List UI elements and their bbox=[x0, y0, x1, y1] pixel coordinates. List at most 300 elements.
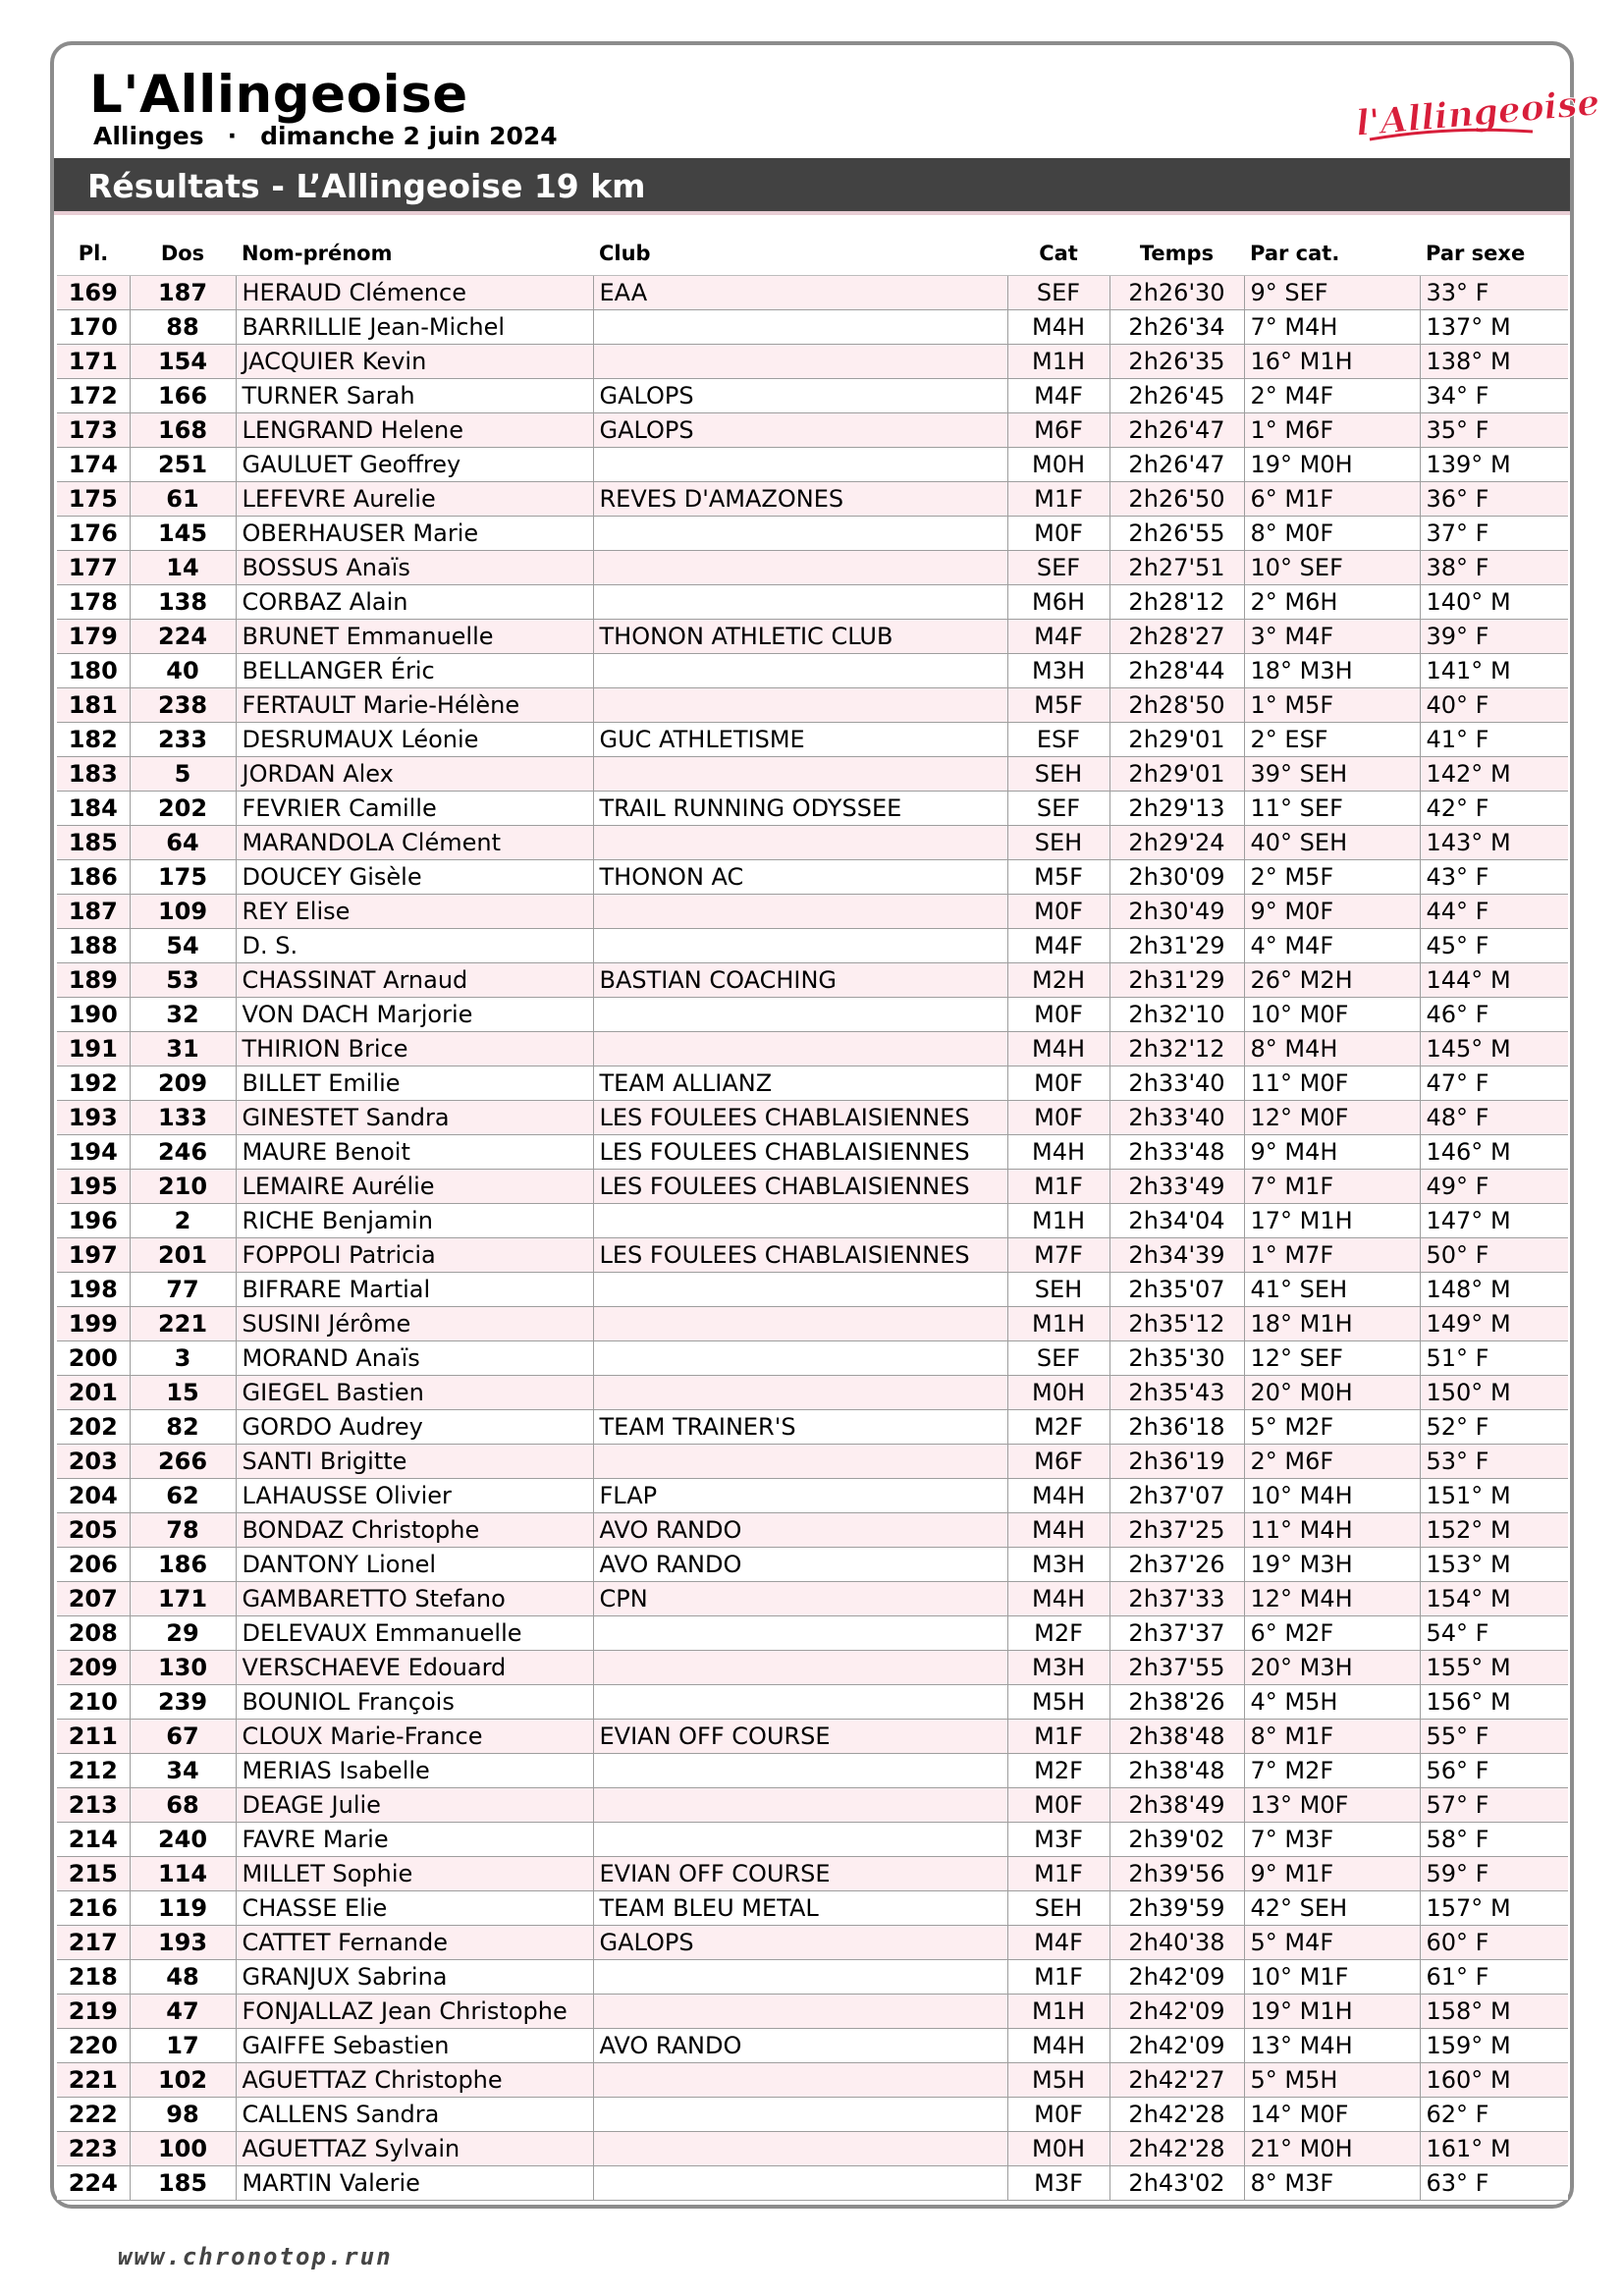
club-cell: TRAIL RUNNING ODYSSEE bbox=[593, 792, 1007, 826]
results-table bbox=[57, 232, 1568, 2201]
table-row bbox=[57, 1204, 1568, 1238]
time-cell: 2h32'12 bbox=[1109, 1032, 1244, 1066]
col-header-rank-category: Par cat. bbox=[1244, 232, 1420, 276]
category-cell: M2H bbox=[1007, 963, 1109, 998]
name-cell: CALLENS Sandra bbox=[236, 2098, 593, 2132]
subtitle-separator: · bbox=[227, 122, 238, 150]
table-row bbox=[57, 1720, 1568, 1754]
place-cell: 195 bbox=[57, 1170, 130, 1204]
category-cell: M6F bbox=[1007, 413, 1109, 448]
bib-cell: 133 bbox=[130, 1101, 236, 1135]
table-row bbox=[57, 1857, 1568, 1891]
name-cell: D. S. bbox=[236, 929, 593, 963]
time-cell: 2h28'12 bbox=[1109, 585, 1244, 620]
table-row bbox=[57, 345, 1568, 379]
rank-sex-cell: 157° M bbox=[1420, 1891, 1568, 1926]
rank-category-cell: 1° M6F bbox=[1244, 413, 1420, 448]
place-cell: 180 bbox=[57, 654, 130, 688]
name-cell: HERAUD Clémence bbox=[236, 276, 593, 310]
bib-cell: 2 bbox=[130, 1204, 236, 1238]
rank-sex-cell: 46° F bbox=[1420, 998, 1568, 1032]
rank-sex-cell: 148° M bbox=[1420, 1273, 1568, 1307]
place-cell: 188 bbox=[57, 929, 130, 963]
rank-sex-cell: 38° F bbox=[1420, 551, 1568, 585]
name-cell: GIEGEL Bastien bbox=[236, 1376, 593, 1410]
section-banner bbox=[54, 158, 1570, 215]
category-cell: ESF bbox=[1007, 723, 1109, 757]
bib-cell: 109 bbox=[130, 895, 236, 929]
name-cell: CHASSE Elie bbox=[236, 1891, 593, 1926]
club-cell: REVES D'AMAZONES bbox=[593, 482, 1007, 517]
rank-sex-cell: 33° F bbox=[1420, 276, 1568, 310]
table-row bbox=[57, 2063, 1568, 2098]
event-location: Allinges bbox=[93, 122, 204, 150]
club-cell bbox=[593, 1273, 1007, 1307]
name-cell: DANTONY Lionel bbox=[236, 1548, 593, 1582]
place-cell: 172 bbox=[57, 379, 130, 413]
club-cell bbox=[593, 2166, 1007, 2201]
club-cell: BASTIAN COACHING bbox=[593, 963, 1007, 998]
bib-cell: 100 bbox=[130, 2132, 236, 2166]
time-cell: 2h40'38 bbox=[1109, 1926, 1244, 1960]
rank-category-cell: 10° M1F bbox=[1244, 1960, 1420, 1995]
col-header-name: Nom-prénom bbox=[236, 232, 593, 276]
bib-cell: 185 bbox=[130, 2166, 236, 2201]
place-cell: 178 bbox=[57, 585, 130, 620]
bib-cell: 175 bbox=[130, 860, 236, 895]
rank-sex-cell: 55° F bbox=[1420, 1720, 1568, 1754]
table-row bbox=[57, 757, 1568, 792]
time-cell: 2h28'44 bbox=[1109, 654, 1244, 688]
category-cell: M0F bbox=[1007, 998, 1109, 1032]
rank-category-cell: 12° SEF bbox=[1244, 1341, 1420, 1376]
category-cell: M5H bbox=[1007, 2063, 1109, 2098]
rank-sex-cell: 142° M bbox=[1420, 757, 1568, 792]
club-cell bbox=[593, 1788, 1007, 1823]
rank-category-cell: 2° M4F bbox=[1244, 379, 1420, 413]
rank-category-cell: 16° M1H bbox=[1244, 345, 1420, 379]
bib-cell: 201 bbox=[130, 1238, 236, 1273]
time-cell: 2h32'10 bbox=[1109, 998, 1244, 1032]
time-cell: 2h33'49 bbox=[1109, 1170, 1244, 1204]
rank-sex-cell: 50° F bbox=[1420, 1238, 1568, 1273]
time-cell: 2h42'28 bbox=[1109, 2132, 1244, 2166]
time-cell: 2h28'27 bbox=[1109, 620, 1244, 654]
bib-cell: 238 bbox=[130, 688, 236, 723]
name-cell: GAMBARETTO Stefano bbox=[236, 1582, 593, 1616]
name-cell: GAIFFE Sebastien bbox=[236, 2029, 593, 2063]
place-cell: 170 bbox=[57, 310, 130, 345]
time-cell: 2h33'48 bbox=[1109, 1135, 1244, 1170]
club-cell: AVO RANDO bbox=[593, 1513, 1007, 1548]
club-cell bbox=[593, 1960, 1007, 1995]
category-cell: SEH bbox=[1007, 1891, 1109, 1926]
table-row bbox=[57, 1685, 1568, 1720]
time-cell: 2h33'40 bbox=[1109, 1101, 1244, 1135]
table-row bbox=[57, 1582, 1568, 1616]
bib-cell: 145 bbox=[130, 517, 236, 551]
time-cell: 2h26'45 bbox=[1109, 379, 1244, 413]
category-cell: M4H bbox=[1007, 1135, 1109, 1170]
rank-category-cell: 11° SEF bbox=[1244, 792, 1420, 826]
rank-category-cell: 6° M1F bbox=[1244, 482, 1420, 517]
rank-category-cell: 42° SEH bbox=[1244, 1891, 1420, 1926]
club-cell bbox=[593, 1204, 1007, 1238]
table-row bbox=[57, 1616, 1568, 1651]
time-cell: 2h38'26 bbox=[1109, 1685, 1244, 1720]
place-cell: 218 bbox=[57, 1960, 130, 1995]
time-cell: 2h42'09 bbox=[1109, 2029, 1244, 2063]
time-cell: 2h35'30 bbox=[1109, 1341, 1244, 1376]
name-cell: CATTET Fernande bbox=[236, 1926, 593, 1960]
rank-category-cell: 14° M0F bbox=[1244, 2098, 1420, 2132]
club-cell bbox=[593, 1445, 1007, 1479]
time-cell: 2h30'09 bbox=[1109, 860, 1244, 895]
time-cell: 2h28'50 bbox=[1109, 688, 1244, 723]
rank-category-cell: 13° M0F bbox=[1244, 1788, 1420, 1823]
results-page-frame bbox=[50, 41, 1601, 2209]
rank-sex-cell: 146° M bbox=[1420, 1135, 1568, 1170]
club-cell bbox=[593, 895, 1007, 929]
club-cell: TEAM ALLIANZ bbox=[593, 1066, 1007, 1101]
time-cell: 2h26'35 bbox=[1109, 345, 1244, 379]
place-cell: 204 bbox=[57, 1479, 130, 1513]
place-cell: 205 bbox=[57, 1513, 130, 1548]
rank-category-cell: 4° M5H bbox=[1244, 1685, 1420, 1720]
name-cell: MARTIN Valerie bbox=[236, 2166, 593, 2201]
name-cell: OBERHAUSER Marie bbox=[236, 517, 593, 551]
table-row bbox=[57, 1651, 1568, 1685]
name-cell: GRANJUX Sabrina bbox=[236, 1960, 593, 1995]
bib-cell: 82 bbox=[130, 1410, 236, 1445]
category-cell: M3H bbox=[1007, 654, 1109, 688]
category-cell: M1H bbox=[1007, 1307, 1109, 1341]
rank-sex-cell: 47° F bbox=[1420, 1066, 1568, 1101]
name-cell: MORAND Anaïs bbox=[236, 1341, 593, 1376]
rank-category-cell: 7° M1F bbox=[1244, 1170, 1420, 1204]
rank-sex-cell: 147° M bbox=[1420, 1204, 1568, 1238]
category-cell: M6F bbox=[1007, 1445, 1109, 1479]
category-cell: SEH bbox=[1007, 1273, 1109, 1307]
name-cell: CHASSINAT Arnaud bbox=[236, 963, 593, 998]
place-cell: 206 bbox=[57, 1548, 130, 1582]
category-cell: M0F bbox=[1007, 1066, 1109, 1101]
rank-sex-cell: 151° M bbox=[1420, 1479, 1568, 1513]
rank-category-cell: 9° M4H bbox=[1244, 1135, 1420, 1170]
bib-cell: 102 bbox=[130, 2063, 236, 2098]
bib-cell: 224 bbox=[130, 620, 236, 654]
bib-cell: 34 bbox=[130, 1754, 236, 1788]
event-title: L'Allingeoise bbox=[89, 65, 468, 125]
bib-cell: 47 bbox=[130, 1995, 236, 2029]
table-row bbox=[57, 1376, 1568, 1410]
time-cell: 2h26'47 bbox=[1109, 413, 1244, 448]
club-cell: GUC ATHLETISME bbox=[593, 723, 1007, 757]
time-cell: 2h42'27 bbox=[1109, 2063, 1244, 2098]
name-cell: BOSSUS Anaïs bbox=[236, 551, 593, 585]
rank-category-cell: 17° M1H bbox=[1244, 1204, 1420, 1238]
rank-category-cell: 8° M3F bbox=[1244, 2166, 1420, 2201]
bib-cell: 67 bbox=[130, 1720, 236, 1754]
time-cell: 2h38'49 bbox=[1109, 1788, 1244, 1823]
rank-sex-cell: 140° M bbox=[1420, 585, 1568, 620]
footer-website: www.chronotop.run bbox=[118, 2243, 393, 2270]
category-cell: SEF bbox=[1007, 551, 1109, 585]
rank-sex-cell: 138° M bbox=[1420, 345, 1568, 379]
name-cell: BIFRARE Martial bbox=[236, 1273, 593, 1307]
time-cell: 2h42'09 bbox=[1109, 1995, 1244, 2029]
bib-cell: 266 bbox=[130, 1445, 236, 1479]
category-cell: M5F bbox=[1007, 860, 1109, 895]
place-cell: 181 bbox=[57, 688, 130, 723]
table-row bbox=[57, 1891, 1568, 1926]
club-cell bbox=[593, 1616, 1007, 1651]
table-row bbox=[57, 1823, 1568, 1857]
place-cell: 177 bbox=[57, 551, 130, 585]
bib-cell: 114 bbox=[130, 1857, 236, 1891]
place-cell: 182 bbox=[57, 723, 130, 757]
time-cell: 2h26'55 bbox=[1109, 517, 1244, 551]
rank-category-cell: 20° M3H bbox=[1244, 1651, 1420, 1685]
col-header-place: Pl. bbox=[57, 232, 130, 276]
club-cell bbox=[593, 1823, 1007, 1857]
time-cell: 2h38'48 bbox=[1109, 1754, 1244, 1788]
table-row bbox=[57, 1066, 1568, 1101]
name-cell: SUSINI Jérôme bbox=[236, 1307, 593, 1341]
place-cell: 192 bbox=[57, 1066, 130, 1101]
table-row bbox=[57, 2098, 1568, 2132]
rank-category-cell: 8° M4H bbox=[1244, 1032, 1420, 1066]
rank-sex-cell: 34° F bbox=[1420, 379, 1568, 413]
table-row bbox=[57, 413, 1568, 448]
rank-sex-cell: 153° M bbox=[1420, 1548, 1568, 1582]
bib-cell: 5 bbox=[130, 757, 236, 792]
place-cell: 193 bbox=[57, 1101, 130, 1135]
bib-cell: 68 bbox=[130, 1788, 236, 1823]
rank-sex-cell: 45° F bbox=[1420, 929, 1568, 963]
bib-cell: 64 bbox=[130, 826, 236, 860]
bib-cell: 3 bbox=[130, 1341, 236, 1376]
place-cell: 169 bbox=[57, 276, 130, 310]
category-cell: M0F bbox=[1007, 1101, 1109, 1135]
table-row bbox=[57, 895, 1568, 929]
name-cell: FOPPOLI Patricia bbox=[236, 1238, 593, 1273]
club-cell bbox=[593, 1307, 1007, 1341]
rank-category-cell: 19° M1H bbox=[1244, 1995, 1420, 2029]
bib-cell: 17 bbox=[130, 2029, 236, 2063]
name-cell: BRUNET Emmanuelle bbox=[236, 620, 593, 654]
place-cell: 198 bbox=[57, 1273, 130, 1307]
table-row bbox=[57, 1273, 1568, 1307]
table-row bbox=[57, 1754, 1568, 1788]
name-cell: BONDAZ Christophe bbox=[236, 1513, 593, 1548]
bib-cell: 168 bbox=[130, 413, 236, 448]
rank-sex-cell: 36° F bbox=[1420, 482, 1568, 517]
place-cell: 203 bbox=[57, 1445, 130, 1479]
place-cell: 185 bbox=[57, 826, 130, 860]
rank-sex-cell: 141° M bbox=[1420, 654, 1568, 688]
category-cell: M3F bbox=[1007, 1823, 1109, 1857]
table-row bbox=[57, 1238, 1568, 1273]
rank-sex-cell: 144° M bbox=[1420, 963, 1568, 998]
category-cell: M1H bbox=[1007, 345, 1109, 379]
category-cell: M4H bbox=[1007, 1513, 1109, 1548]
rank-category-cell: 26° M2H bbox=[1244, 963, 1420, 998]
club-cell bbox=[593, 826, 1007, 860]
rank-category-cell: 12° M0F bbox=[1244, 1101, 1420, 1135]
club-cell bbox=[593, 448, 1007, 482]
bib-cell: 202 bbox=[130, 792, 236, 826]
rank-sex-cell: 150° M bbox=[1420, 1376, 1568, 1410]
table-header-row bbox=[57, 232, 1568, 276]
category-cell: M0F bbox=[1007, 1788, 1109, 1823]
bib-cell: 14 bbox=[130, 551, 236, 585]
club-cell bbox=[593, 345, 1007, 379]
rank-sex-cell: 152° M bbox=[1420, 1513, 1568, 1548]
category-cell: M4H bbox=[1007, 2029, 1109, 2063]
rank-category-cell: 5° M2F bbox=[1244, 1410, 1420, 1445]
time-cell: 2h31'29 bbox=[1109, 963, 1244, 998]
category-cell: M1F bbox=[1007, 1170, 1109, 1204]
place-cell: 176 bbox=[57, 517, 130, 551]
rank-sex-cell: 44° F bbox=[1420, 895, 1568, 929]
bib-cell: 98 bbox=[130, 2098, 236, 2132]
club-cell: AVO RANDO bbox=[593, 1548, 1007, 1582]
club-cell bbox=[593, 1032, 1007, 1066]
place-cell: 222 bbox=[57, 2098, 130, 2132]
club-cell: GALOPS bbox=[593, 1926, 1007, 1960]
place-cell: 217 bbox=[57, 1926, 130, 1960]
table-row bbox=[57, 1170, 1568, 1204]
place-cell: 212 bbox=[57, 1754, 130, 1788]
category-cell: SEF bbox=[1007, 1341, 1109, 1376]
rank-category-cell: 1° M7F bbox=[1244, 1238, 1420, 1273]
club-cell: TEAM TRAINER'S bbox=[593, 1410, 1007, 1445]
place-cell: 202 bbox=[57, 1410, 130, 1445]
rank-category-cell: 19° M3H bbox=[1244, 1548, 1420, 1582]
place-cell: 216 bbox=[57, 1891, 130, 1926]
rank-category-cell: 11° M4H bbox=[1244, 1513, 1420, 1548]
rank-category-cell: 2° ESF bbox=[1244, 723, 1420, 757]
rank-sex-cell: 42° F bbox=[1420, 792, 1568, 826]
name-cell: THIRION Brice bbox=[236, 1032, 593, 1066]
name-cell: BELLANGER Éric bbox=[236, 654, 593, 688]
bib-cell: 193 bbox=[130, 1926, 236, 1960]
name-cell: AGUETTAZ Christophe bbox=[236, 2063, 593, 2098]
col-header-club: Club bbox=[593, 232, 1007, 276]
table-row bbox=[57, 517, 1568, 551]
rank-category-cell: 41° SEH bbox=[1244, 1273, 1420, 1307]
rank-sex-cell: 143° M bbox=[1420, 826, 1568, 860]
name-cell: BARRILLIE Jean-Michel bbox=[236, 310, 593, 345]
bib-cell: 240 bbox=[130, 1823, 236, 1857]
table-row bbox=[57, 1548, 1568, 1582]
table-row bbox=[57, 1307, 1568, 1341]
club-cell bbox=[593, 1651, 1007, 1685]
bib-cell: 251 bbox=[130, 448, 236, 482]
category-cell: M4H bbox=[1007, 1032, 1109, 1066]
name-cell: LENGRAND Helene bbox=[236, 413, 593, 448]
time-cell: 2h26'50 bbox=[1109, 482, 1244, 517]
rank-category-cell: 8° M1F bbox=[1244, 1720, 1420, 1754]
rank-category-cell: 7° M3F bbox=[1244, 1823, 1420, 1857]
name-cell: MAURE Benoit bbox=[236, 1135, 593, 1170]
rank-sex-cell: 43° F bbox=[1420, 860, 1568, 895]
table-row bbox=[57, 860, 1568, 895]
bib-cell: 171 bbox=[130, 1582, 236, 1616]
category-cell: M0F bbox=[1007, 895, 1109, 929]
bib-cell: 48 bbox=[130, 1960, 236, 1995]
table-row bbox=[57, 1341, 1568, 1376]
category-cell: M4H bbox=[1007, 310, 1109, 345]
place-cell: 194 bbox=[57, 1135, 130, 1170]
club-cell bbox=[593, 2098, 1007, 2132]
place-cell: 171 bbox=[57, 345, 130, 379]
name-cell: DELEVAUX Emmanuelle bbox=[236, 1616, 593, 1651]
place-cell: 207 bbox=[57, 1582, 130, 1616]
rank-sex-cell: 149° M bbox=[1420, 1307, 1568, 1341]
place-cell: 200 bbox=[57, 1341, 130, 1376]
rank-sex-cell: 156° M bbox=[1420, 1685, 1568, 1720]
bib-cell: 32 bbox=[130, 998, 236, 1032]
rank-category-cell: 13° M4H bbox=[1244, 2029, 1420, 2063]
club-cell bbox=[593, 1685, 1007, 1720]
place-cell: 213 bbox=[57, 1788, 130, 1823]
club-cell: AVO RANDO bbox=[593, 2029, 1007, 2063]
table-row bbox=[57, 723, 1568, 757]
rank-category-cell: 11° M0F bbox=[1244, 1066, 1420, 1101]
place-cell: 173 bbox=[57, 413, 130, 448]
table-row bbox=[57, 276, 1568, 310]
place-cell: 190 bbox=[57, 998, 130, 1032]
rank-category-cell: 6° M2F bbox=[1244, 1616, 1420, 1651]
table-row bbox=[57, 1513, 1568, 1548]
rank-sex-cell: 35° F bbox=[1420, 413, 1568, 448]
rank-sex-cell: 139° M bbox=[1420, 448, 1568, 482]
club-cell: THONON ATHLETIC CLUB bbox=[593, 620, 1007, 654]
table-row bbox=[57, 1926, 1568, 1960]
time-cell: 2h26'34 bbox=[1109, 310, 1244, 345]
place-cell: 196 bbox=[57, 1204, 130, 1238]
rank-category-cell: 2° M6F bbox=[1244, 1445, 1420, 1479]
name-cell: FONJALLAZ Jean Christophe bbox=[236, 1995, 593, 2029]
place-cell: 187 bbox=[57, 895, 130, 929]
rank-sex-cell: 161° M bbox=[1420, 2132, 1568, 2166]
bib-cell: 77 bbox=[130, 1273, 236, 1307]
table-row bbox=[57, 688, 1568, 723]
time-cell: 2h27'51 bbox=[1109, 551, 1244, 585]
table-row bbox=[57, 448, 1568, 482]
name-cell: MARANDOLA Clément bbox=[236, 826, 593, 860]
club-cell bbox=[593, 1376, 1007, 1410]
club-cell: FLAP bbox=[593, 1479, 1007, 1513]
bib-cell: 78 bbox=[130, 1513, 236, 1548]
category-cell: SEH bbox=[1007, 757, 1109, 792]
rank-sex-cell: 62° F bbox=[1420, 2098, 1568, 2132]
name-cell: CLOUX Marie-France bbox=[236, 1720, 593, 1754]
category-cell: SEH bbox=[1007, 826, 1109, 860]
club-cell bbox=[593, 929, 1007, 963]
time-cell: 2h26'30 bbox=[1109, 276, 1244, 310]
club-cell bbox=[593, 1341, 1007, 1376]
table-row bbox=[57, 482, 1568, 517]
name-cell: GINESTET Sandra bbox=[236, 1101, 593, 1135]
category-cell: M5F bbox=[1007, 688, 1109, 723]
name-cell: VERSCHAEVE Edouard bbox=[236, 1651, 593, 1685]
place-cell: 219 bbox=[57, 1995, 130, 2029]
name-cell: AGUETTAZ Sylvain bbox=[236, 2132, 593, 2166]
time-cell: 2h39'59 bbox=[1109, 1891, 1244, 1926]
